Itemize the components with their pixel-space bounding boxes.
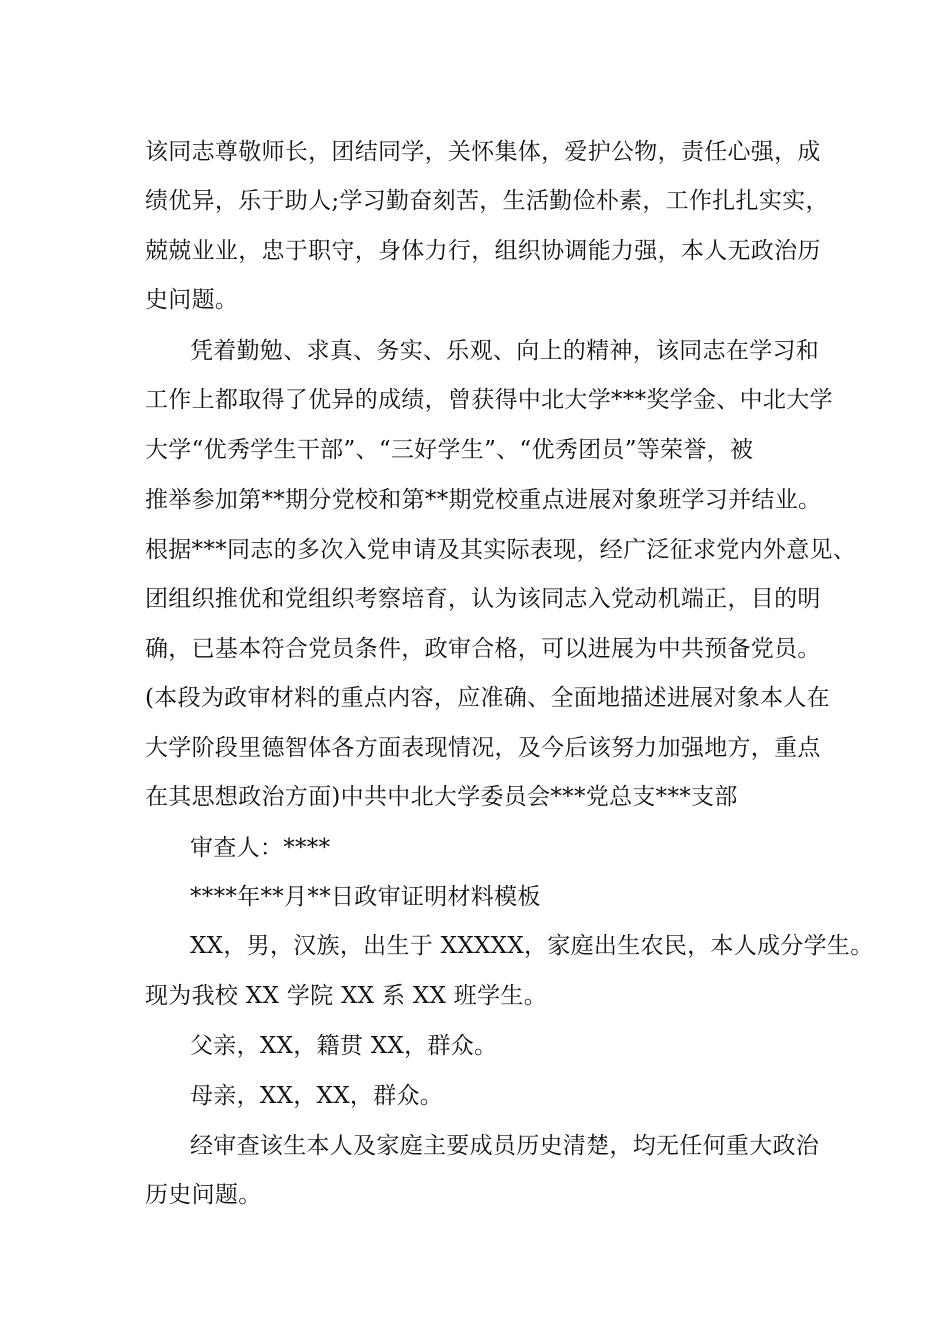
paragraph-line: 大学阶段里德智体各方面表现情况，及今后该努力加强地方，重点: [145, 735, 821, 761]
father-line: 父亲，XX，籍贯 XX，群众。: [190, 1033, 498, 1059]
mother-line: 母亲，XX，XX，群众。: [190, 1083, 444, 1109]
paragraph-line: 凭着勤勉、求真、务实、乐观、向上的精神，该同志在学习和: [190, 338, 820, 364]
paragraph-line: XX，男，汉族，出生于 XXXXX，家庭出生农民，本人成分学生。: [190, 933, 874, 959]
paragraph-line: (本段为政审材料的重点内容，应准确、全面地描述进展对象本人在: [145, 685, 830, 711]
date-title-line: ****年**月**日政审证明材料模板: [190, 884, 541, 910]
paragraph-line: 史问题。: [145, 287, 239, 313]
paragraph-line: 确，已基本符合党员条件，政审合格，可以进展为中共预备党员。: [145, 636, 821, 662]
paragraph-line: 兢兢业业，忠于职守，身体力行，组织协调能力强，本人无政治历: [145, 238, 821, 264]
reviewer-line: 审查人：****: [190, 835, 331, 861]
paragraph-line: 现为我校 XX 学院 XX 系 XX 班学生。: [145, 983, 548, 1009]
paragraph-line: 历史问题。: [145, 1182, 262, 1208]
paragraph-line: 推举参加第**期分党校和第**期党校重点进展对象班学习并结业。: [145, 487, 822, 513]
paragraph-line: 根据***同志的多次入党申请及其实际表现，经广泛征求党内外意见、: [145, 537, 857, 563]
paragraph-line: 在其思想政治方面)中共中北大学委员会***党总支***支部: [145, 784, 738, 810]
paragraph-line: 绩优异，乐于助人;学习勤奋刻苦，生活勤俭朴素，工作扎扎实实，: [145, 188, 829, 214]
paragraph-line: 大学“优秀学生干部”、“三好学生”、“优秀团员”等荣誉，被: [145, 437, 754, 463]
paragraph-line: 工作上都取得了优异的成绩，曾获得中北大学***奖学金、中北大学: [145, 387, 833, 413]
paragraph-line: 该同志尊敬师长，团结同学，关怀集体，爱护公物，责任心强，成: [145, 139, 821, 165]
paragraph-line: 经审查该生本人及家庭主要成员历史清楚，均无任何重大政治: [190, 1133, 820, 1159]
paragraph-line: 团组织推优和党组织考察培育，认为该同志入党动机端正，目的明: [145, 586, 821, 612]
